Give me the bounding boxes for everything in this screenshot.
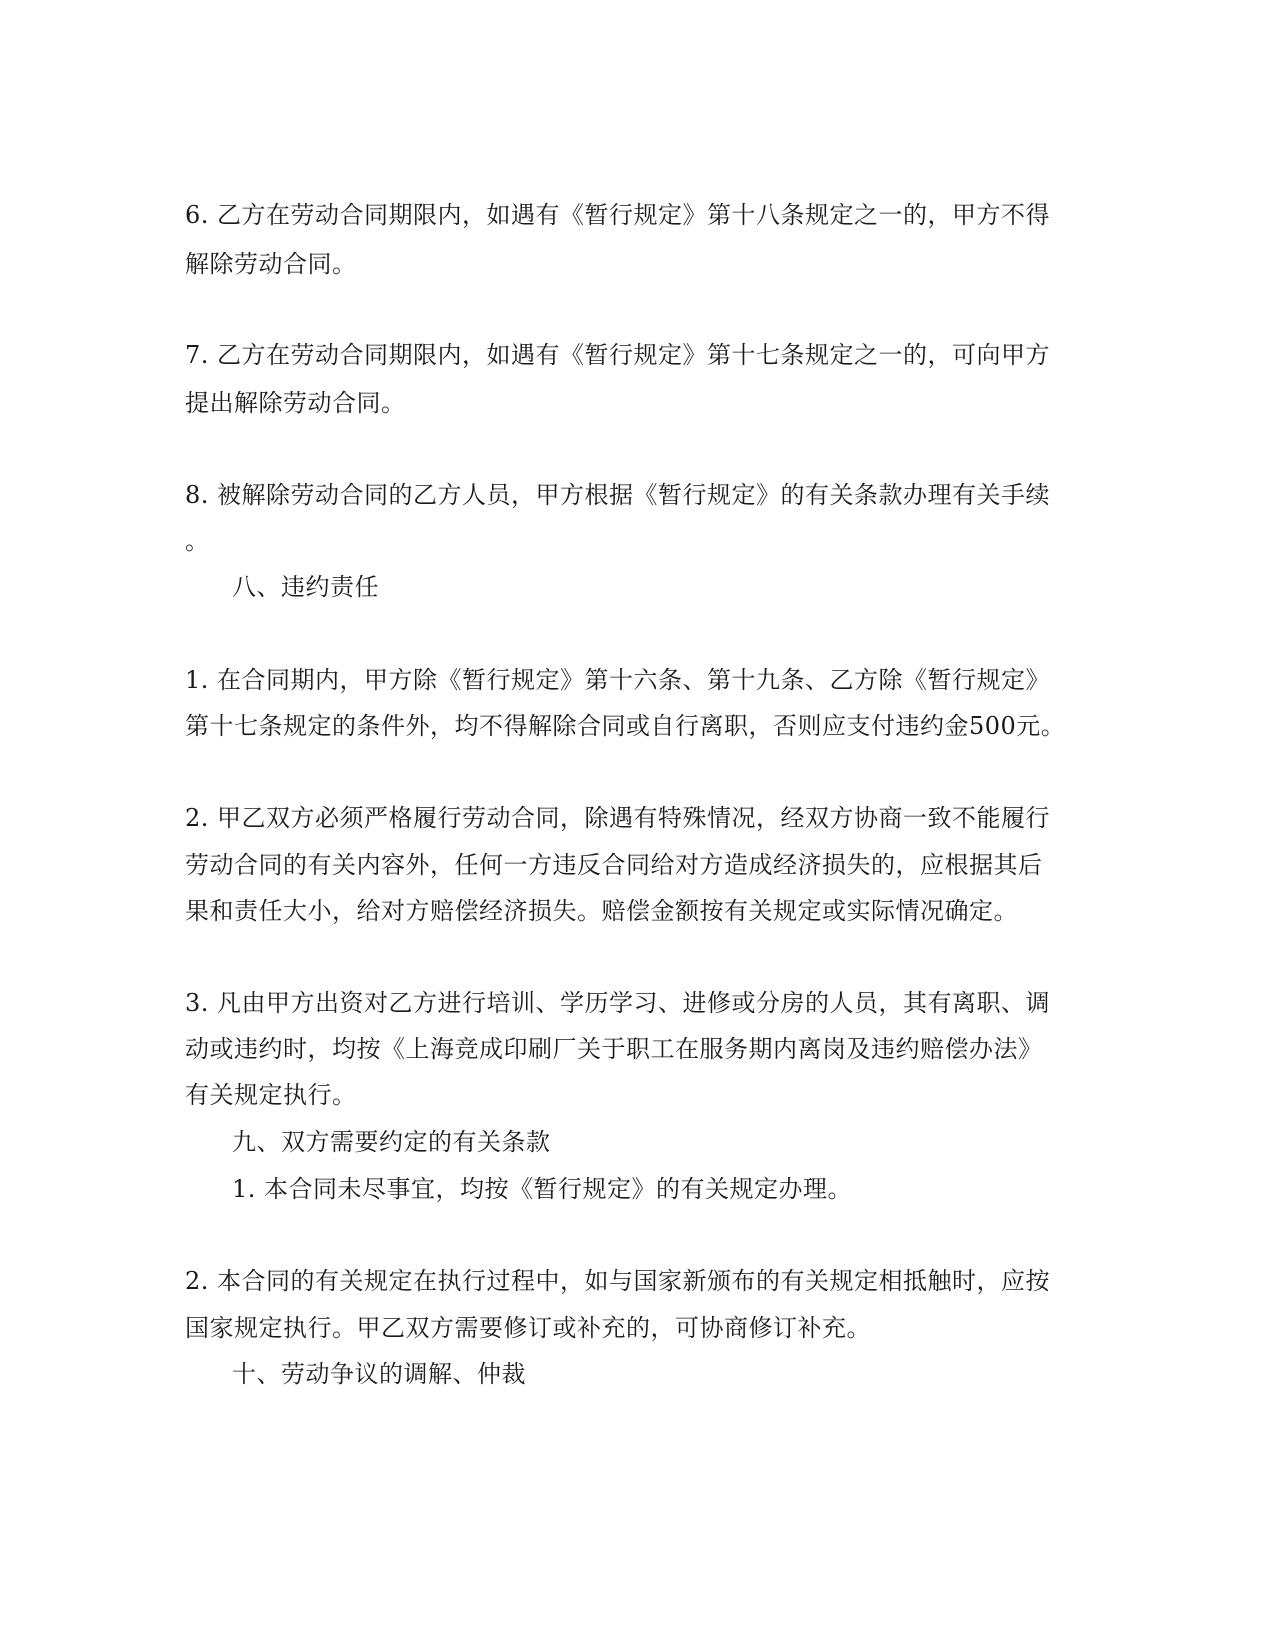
clause-7-7-line-2: 提出解除劳动合同。	[185, 389, 406, 417]
clause-8-1-line-2: 第十七条规定的条件外，均不得解除合同或自行离职，否则应支付违约金500元。	[185, 712, 1066, 740]
clause-8-3-line-2: 动或违约时，均按《上海竞成印刷厂关于职工在服务期内离岗及违约赔偿办法》	[185, 1035, 1043, 1063]
clause-7-6-line-2: 解除劳动合同。	[185, 250, 357, 278]
section-heading-10: 十、劳动争议的调解、仲裁	[232, 1360, 526, 1388]
clause-8-2-line-2: 劳动合同的有关内容外，任何一方违反合同给对方造成经济损失的，应根据其后	[185, 851, 1043, 879]
clause-7-7-line-1: 7. 乙方在劳动合同期限内，如遇有《暂行规定》第十七条规定之一的，可向甲方	[185, 341, 1051, 369]
clause-8-3-line-1: 3. 凡由甲方出资对乙方进行培训、学历学习、进修或分房的人员，其有离职、调	[185, 989, 1051, 1017]
clause-9-2-line-1: 2. 本合同的有关规定在执行过程中，如与国家新颁布的有关规定相抵触时，应按	[185, 1267, 1051, 1295]
clause-7-6-line-1: 6. 乙方在劳动合同期限内，如遇有《暂行规定》第十八条规定之一的，甲方不得	[185, 201, 1051, 229]
section-heading-9: 九、双方需要约定的有关条款	[232, 1128, 551, 1156]
clause-8-2-line-3: 果和责任大小，给对方赔偿经济损失。赔偿金额按有关规定或实际情况确定。	[185, 897, 1018, 925]
clause-7-8-line-2: 。	[185, 527, 210, 555]
clause-8-3-line-3: 有关规定执行。	[185, 1081, 357, 1109]
clause-8-2-line-1: 2. 甲乙双方必须严格履行劳动合同，除遇有特殊情况，经双方协商一致不能履行	[185, 804, 1051, 832]
section-heading-8: 八、违约责任	[232, 573, 379, 601]
clause-7-8-line-1: 8. 被解除劳动合同的乙方人员，甲方根据《暂行规定》的有关条款办理有关手续	[185, 481, 1051, 509]
clause-9-2-line-2: 国家规定执行。甲乙双方需要修订或补充的，可协商修订补充。	[185, 1314, 871, 1342]
clause-9-1: 1. 本合同未尽事宜，均按《暂行规定》的有关规定办理。	[232, 1175, 853, 1203]
clause-8-1-line-1: 1. 在合同期内，甲方除《暂行规定》第十六条、第十九条、乙方除《暂行规定》	[185, 666, 1051, 694]
